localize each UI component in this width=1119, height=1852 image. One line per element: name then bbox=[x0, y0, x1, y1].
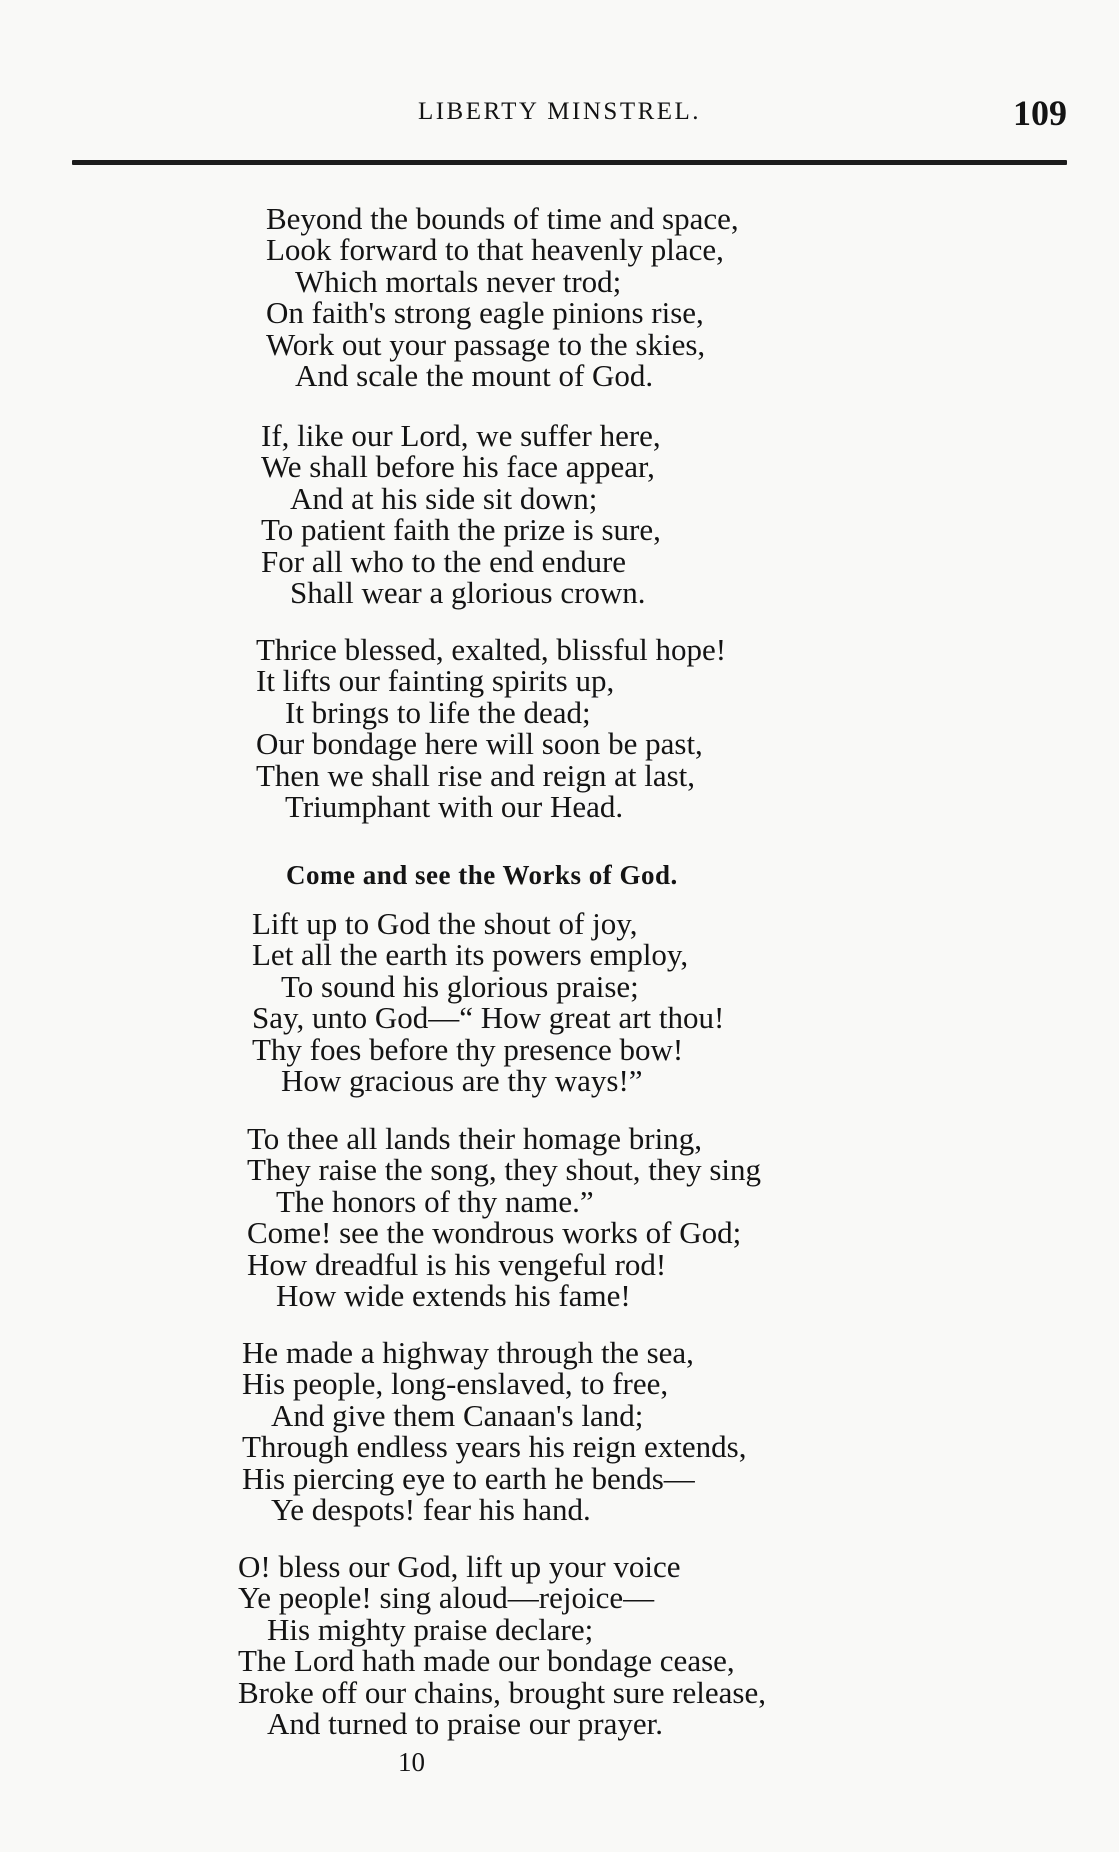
verse-line: How gracious are thy ways!” bbox=[281, 1062, 643, 1098]
verse-line: Work out your passage to the skies, bbox=[266, 326, 706, 362]
hymn-stanza-2 bbox=[247, 1123, 947, 1311]
verse-line: Ye people! sing aloud—rejoice— bbox=[238, 1580, 655, 1616]
stanza-1 bbox=[266, 203, 966, 391]
verse-line: Then we shall rise and reign at last, bbox=[256, 757, 696, 793]
verse-line: Shall wear a glorious crown. bbox=[290, 574, 646, 610]
verse-line: They raise the song, they shout, they sing bbox=[247, 1152, 761, 1188]
verse-line: O! bless our God, lift up your voice bbox=[238, 1549, 681, 1584]
verse-line: His mighty praise declare; bbox=[267, 1611, 594, 1647]
verse-line: He made a highway through the sea, bbox=[242, 1335, 694, 1370]
hymn-stanza-4 bbox=[238, 1551, 938, 1739]
stanza-2 bbox=[261, 420, 961, 608]
hymn-stanza-1 bbox=[252, 908, 952, 1096]
hymn-title: Come and see the Works of God. bbox=[286, 860, 678, 890]
verse-line: The Lord hath made our bondage cease, bbox=[238, 1643, 735, 1679]
verse-line: And turned to praise our prayer. bbox=[267, 1705, 663, 1741]
verse-line: It lifts our fainting spirits up, bbox=[256, 663, 615, 699]
header-rule bbox=[72, 160, 1067, 165]
running-head bbox=[0, 92, 1119, 132]
verse-line: To thee all lands their homage bring, bbox=[247, 1121, 702, 1156]
verse-line: Through endless years his reign extends, bbox=[242, 1429, 747, 1465]
verse-line: Let all the earth its powers employ, bbox=[252, 937, 689, 973]
verse-line: How dreadful is his vengeful rod! bbox=[247, 1246, 667, 1282]
verse-line: If, like our Lord, we suffer here, bbox=[261, 418, 661, 453]
verse-line: Our bondage here will soon be past, bbox=[256, 726, 703, 762]
page-number: 109 bbox=[1013, 93, 1067, 133]
running-title: LIBERTY MINSTREL. bbox=[417, 98, 702, 125]
verse-line: It brings to life the dead; bbox=[285, 694, 591, 730]
verse-line: Broke off our chains, brought sure release, bbox=[238, 1674, 766, 1710]
verse-line: Thrice blessed, exalted, blissful hope! bbox=[256, 632, 727, 667]
verse-line: Which mortals never trod; bbox=[295, 263, 622, 299]
verse-line: For all who to the end endure bbox=[261, 543, 627, 579]
verse-line: Come! see the wondrous works of God; bbox=[247, 1215, 742, 1251]
verse-line: To sound his glorious praise; bbox=[281, 968, 639, 1004]
signature-mark: 10 bbox=[398, 1747, 425, 1777]
verse-line: And scale the mount of God. bbox=[295, 357, 654, 393]
stanza-3 bbox=[256, 634, 956, 822]
verse-line: His piercing eye to earth he bends— bbox=[242, 1460, 695, 1496]
verse-line: How wide extends his fame! bbox=[276, 1277, 631, 1313]
verse-line: The honors of thy name.” bbox=[276, 1183, 594, 1219]
verse-line: And give them Canaan's land; bbox=[271, 1397, 644, 1433]
verse-line: On faith's strong eagle pinions rise, bbox=[266, 295, 704, 331]
verse-line: Thy foes before thy presence bow! bbox=[252, 1031, 684, 1067]
verse-line: Beyond the bounds of time and space, bbox=[266, 201, 739, 236]
verse-line: We shall before his face appear, bbox=[261, 449, 655, 485]
verse-line: His people, long-enslaved, to free, bbox=[242, 1366, 669, 1402]
verse-line: Look forward to that heavenly place, bbox=[266, 232, 724, 268]
verse-line: Lift up to God the shout of joy, bbox=[252, 906, 638, 941]
verse-line: Triumphant with our Head. bbox=[285, 788, 624, 824]
verse-line: To patient faith the prize is sure, bbox=[261, 512, 661, 548]
verse-line: Ye despots! fear his hand. bbox=[271, 1491, 591, 1527]
hymn-stanza-3 bbox=[242, 1337, 942, 1525]
verse-line: Say, unto God—“ How great art thou! bbox=[252, 1000, 725, 1036]
verse-line: And at his side sit down; bbox=[290, 480, 598, 516]
